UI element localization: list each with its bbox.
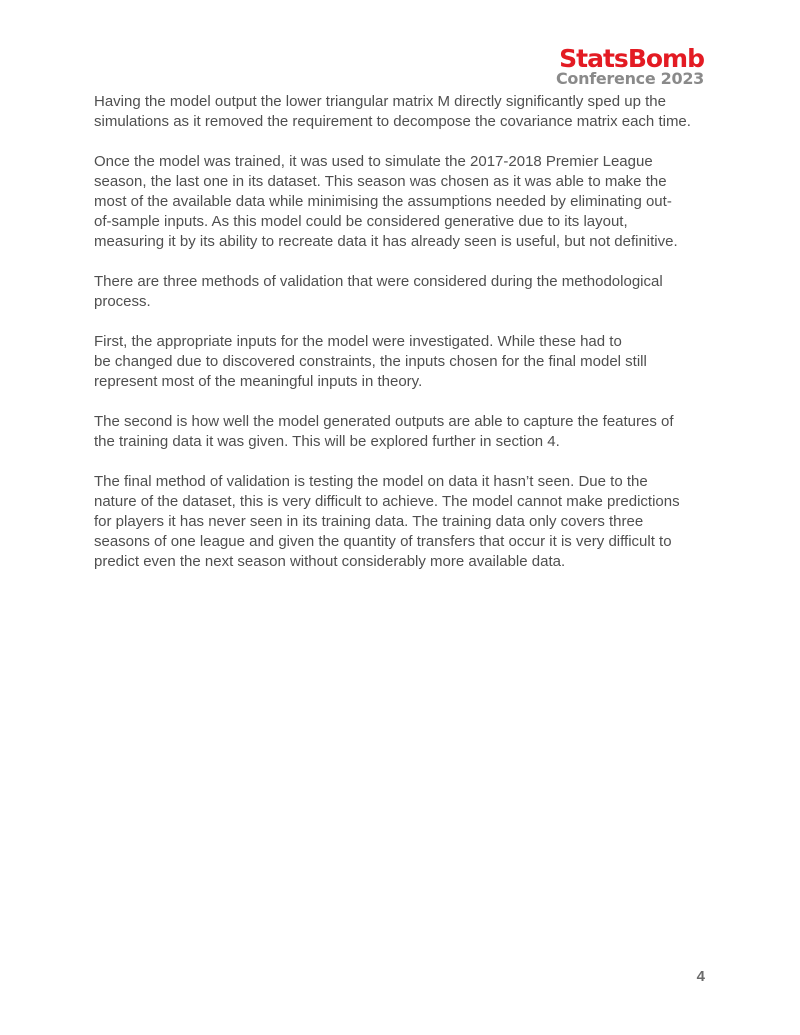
paragraph-second-method: The second is how well the model generated outputs are able to capture the features of the training data it was given. This will be explored further in section 4. bbox=[94, 413, 674, 450]
paragraph-validation-methods: There are three methods of validation that were considered during the methodological process. bbox=[94, 273, 663, 310]
paragraph-first-method: First, the appropriate inputs for the model were investigated. While these had to be changed due to discovered constraints, the inputs chosen for the final model still represent most of the meaningful inputs in theory. bbox=[94, 333, 647, 390]
document-body bbox=[94, 92, 706, 592]
logo-subtitle-text: Conference 2023 bbox=[555, 69, 704, 88]
page-number: 4 bbox=[696, 968, 705, 985]
logo-brand-text: StatsBomb bbox=[559, 44, 704, 73]
paragraph-final-method: The final method of validation is testing the model on data it hasn’t seen. Due to the nature of the dataset, this is very difficult to achieve. The model cannot make predictions for players it has never seen in its training data. The training data only covers three seasons of one league and given the quantity of transfers that occur it is very difficult to predict even the next season without considerably more available data. bbox=[94, 473, 680, 570]
conference-logo bbox=[556, 46, 704, 87]
paragraph-simulation-season: Once the model was trained, it was used to simulate the 2017-2018 Premier League season, the last one in its dataset. This season was chosen as it was able to make the most of the available data while minimising the assumptions needed by eliminating out- of-sample inputs. As this model could be considered generative due to its layout, measuring it by its ability to recreate data it has already seen is useful, but not definitive. bbox=[94, 153, 678, 250]
paragraph-triangular-matrix: Having the model output the lower triangular matrix M directly significantly sped up the simulations as it removed the requirement to decompose the covariance matrix each time. bbox=[94, 93, 691, 130]
